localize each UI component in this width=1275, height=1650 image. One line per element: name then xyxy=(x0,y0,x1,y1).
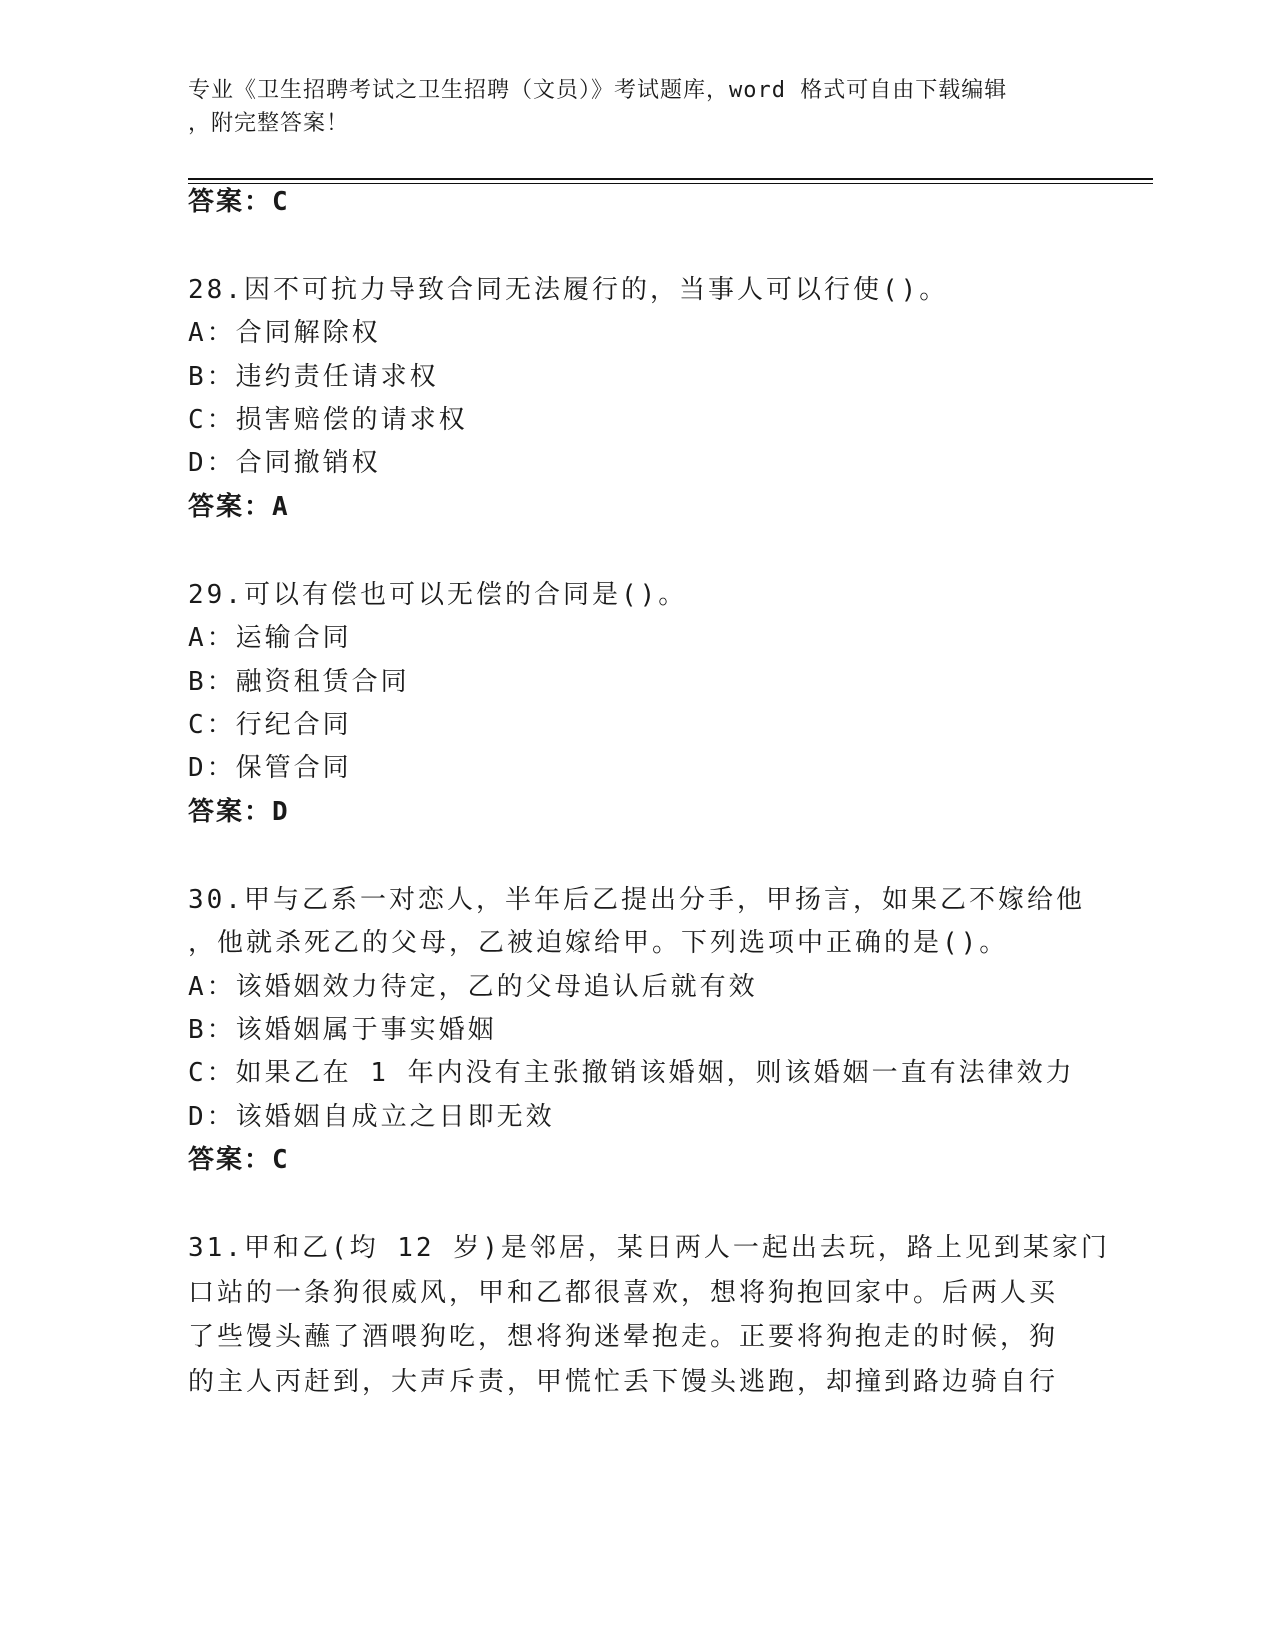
q30-option-a: A：该婚姻效力待定，乙的父母追认后就有效 xyxy=(188,972,758,1002)
q30-option-d: D：该婚姻自成立之日即无效 xyxy=(188,1102,555,1132)
q31-stem-line-2: 口站的一条狗很威风，甲和乙都很喜欢，想将狗抱回家中。后两人买 xyxy=(188,1278,1059,1308)
document-header xyxy=(188,74,1068,140)
q29-stem: 29.可以有偿也可以无偿的合同是()。 xyxy=(188,580,688,610)
q28-option-d: D：合同撤销权 xyxy=(188,448,381,478)
q28-stem: 28.因不可抗力导致合同无法履行的，当事人可以行使()。 xyxy=(188,275,949,305)
q29-option-a: A：运输合同 xyxy=(188,623,352,653)
q30-option-b: B：该婚姻属于事实婚姻 xyxy=(188,1015,497,1045)
q30-stem-line-1: 30.甲与乙系一对恋人，半年后乙提出分手，甲扬言，如果乙不嫁给他 xyxy=(188,885,1085,915)
q28-option-c: C：损害赔偿的请求权 xyxy=(188,405,468,435)
q27-answer: 答案：C xyxy=(188,187,290,217)
header-divider-thick xyxy=(188,178,1153,180)
q29-answer: 答案：D xyxy=(188,797,290,827)
q30-stem-line-2: ，他就杀死乙的父母，乙被迫嫁给甲。下列选项中正确的是()。 xyxy=(188,928,1009,958)
q28-option-b: B：违约责任请求权 xyxy=(188,362,439,392)
q31-stem-line-4: 的主人丙赶到，大声斥责，甲慌忙丢下馒头逃跑，却撞到路边骑自行 xyxy=(188,1367,1059,1397)
q29-option-b: B：融资租赁合同 xyxy=(188,667,410,697)
q29-option-d: D：保管合同 xyxy=(188,753,352,783)
q28-answer: 答案：A xyxy=(188,492,290,522)
q30-answer: 答案：C xyxy=(188,1145,290,1175)
header-divider-thin xyxy=(188,183,1153,184)
header-line-1: 专业《卫生招聘考试之卫生招聘（文员）》考试题库，word 格式可自由下载编辑 xyxy=(188,78,1008,103)
q30-option-c: C：如果乙在 1 年内没有主张撤销该婚姻，则该婚姻一直有法律效力 xyxy=(188,1058,1075,1088)
q31-stem-line-3: 了些馒头蘸了酒喂狗吃，想将狗迷晕抱走。正要将狗抱走的时候，狗 xyxy=(188,1322,1059,1352)
header-line-2: ，附完整答案！ xyxy=(188,111,350,136)
q29-option-c: C：行纪合同 xyxy=(188,710,352,740)
q31-stem-line-1: 31.甲和乙(均 12 岁)是邻居，某日两人一起出去玩，路上见到某家门 xyxy=(188,1233,1110,1263)
q28-option-a: A：合同解除权 xyxy=(188,318,381,348)
